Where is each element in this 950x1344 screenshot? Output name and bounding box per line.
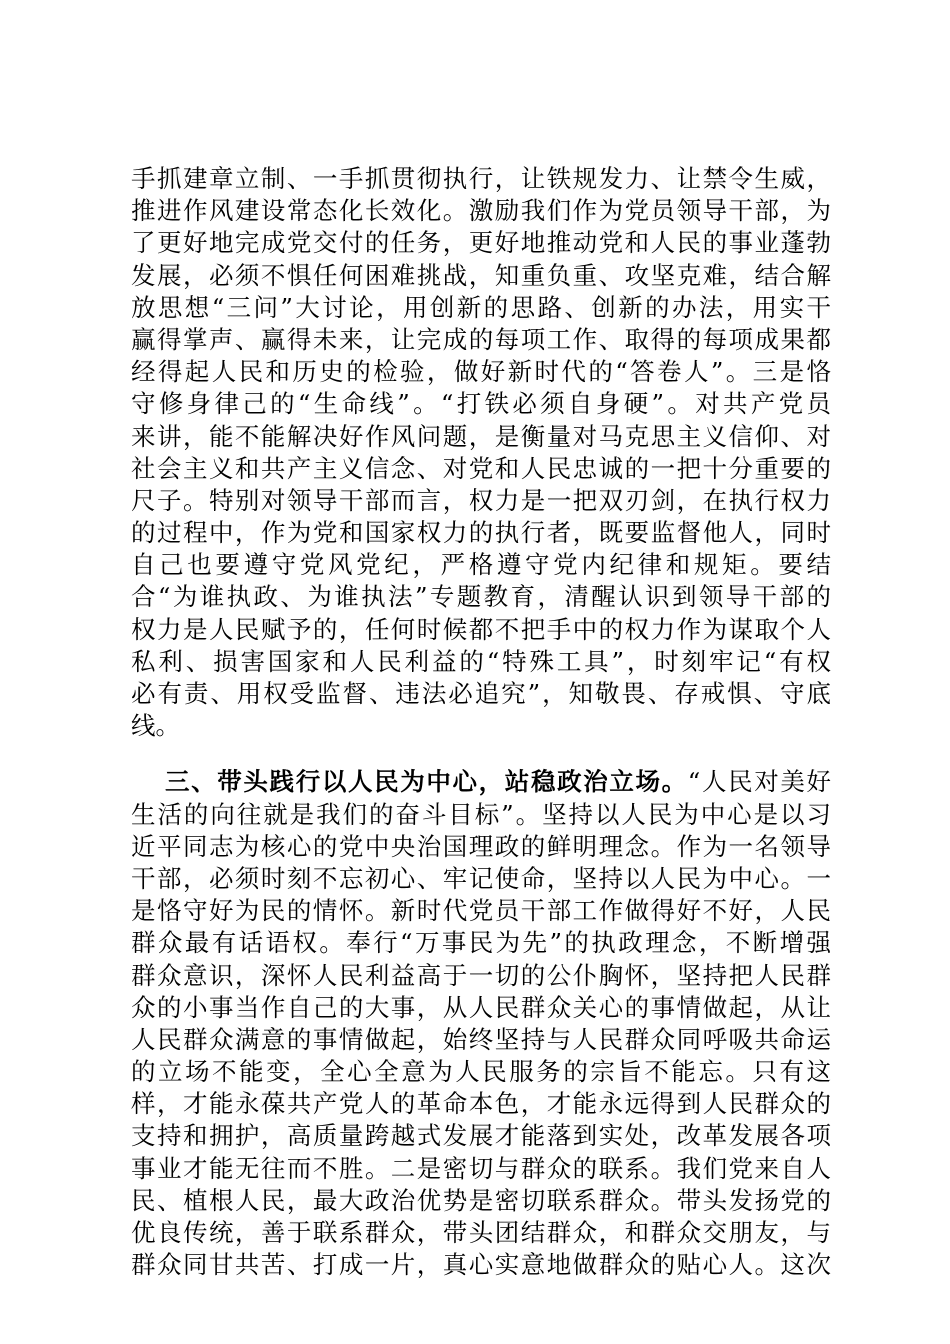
text-line: 近平同志为核心的党中央治国理政的鲜明理念。作为一名领导 [131, 831, 831, 861]
text-line: 私利、损害国家和人民利益的“特殊工具”，时刻牢记“有权 [131, 646, 831, 676]
text-line: 众的小事当作自己的大事，从人民群众关心的事情做起，从让 [131, 992, 831, 1022]
paragraph-2 [131, 766, 831, 1281]
text-line: 放思想“三问”大讨论，用创新的思路、创新的办法，用实干 [131, 292, 831, 322]
text-line: 合“为谁执政、为谁执法”专题教育，清醒认识到领导干部的 [131, 582, 831, 612]
text-line: 民、植根人民，最大政治优势是密切联系群众。带头发扬党的 [131, 1185, 831, 1215]
text-line: 尺子。特别对领导干部而言，权力是一把双刃剑，在执行权力 [131, 485, 831, 515]
text-line: 推进作风建设常态化长效化。激励我们作为党员领导干部，为 [131, 196, 831, 226]
text-line: 群众最有话语权。奉行“万事民为先”的执政理念，不断增强 [131, 928, 831, 958]
text-line: 赢得掌声、赢得未来，让完成的每项工作、取得的每项成果都 [131, 324, 831, 354]
text-line: 经得起人民和历史的检验，做好新时代的“答卷人”。三是恪 [131, 357, 831, 387]
text-line: 守修身律己的“生命线”。“打铁必须自身硬”。对共产党员 [131, 389, 831, 419]
text-line: 优良传统，善于联系群众，带头团结群众，和群众交朋友，与 [131, 1218, 831, 1247]
text-line: 权力是人民赋予的，任何时候都不把手中的权力作为谋取个人 [131, 614, 831, 644]
paragraph-spacer [131, 742, 831, 766]
text-line: 群众同甘共苦、打成一片，真心实意地做群众的贴心人。这次 [131, 1250, 831, 1280]
text-line: 的过程中，作为党和国家权力的执行者，既要监督他人，同时 [131, 518, 831, 548]
text-line: 样，才能永葆共产党人的革命本色，才能永远得到人民群众的 [131, 1089, 831, 1119]
text-line: 事业才能无往而不胜。二是密切与群众的联系。我们党来自人 [131, 1153, 831, 1183]
text-line: 支持和拥护，高质量跨越式发展才能落到实处，改革发展各项 [131, 1121, 831, 1151]
text-line: 社会主义和共产主义信念、对党和人民忠诚的一把十分重要的 [131, 453, 831, 483]
text-line: 自己也要遵守党风党纪，严格遵守党内纪律和规矩。要结 [131, 550, 831, 580]
text-line: 生活的向往就是我们的奋斗目标”。坚持以人民为中心是以习 [131, 799, 831, 829]
heading-line [131, 766, 831, 798]
text-line: 线。 [131, 711, 180, 741]
text-line: 是恪守好为民的情怀。新时代党员干部工作做得好不好，人民 [131, 896, 831, 926]
text-line: 发展，必须不惧任何困难挑战，知重负重、攻坚克难，结合解 [131, 260, 831, 290]
text-line: 来讲，能不能解决好作风问题，是衡量对马克思主义信仰、对 [131, 421, 831, 451]
text-line: 的立场不能变，全心全意为人民服务的宗旨不能忘。只有这 [131, 1057, 831, 1087]
text-line: 群众意识，深怀人民利益高于一切的公仆胸怀，坚持把人民群 [131, 960, 831, 990]
text-line: 干部，必须时刻不忘初心、牢记使命，坚持以人民为中心。一 [131, 863, 831, 893]
text-line: 了更好地完成党交付的任务，更好地推动党和人民的事业蓬勃 [131, 228, 831, 258]
document-page [131, 163, 831, 1281]
text-line: 必有责、用权受监督、违法必追究”，知敬畏、存戒惧、守底 [131, 679, 831, 708]
paragraph-1 [131, 163, 831, 742]
section-heading: 三、带头践行以人民为中心，站稳政治立场。 [165, 767, 688, 797]
heading-line-rest: “人民对美好 [687, 767, 831, 797]
text-line: 人民群众满意的事情做起，始终坚持与人民群众同呼吸共命运 [131, 1024, 831, 1054]
text-line: 手抓建章立制、一手抓贯彻执行，让铁规发力、让禁令生威， [131, 164, 831, 193]
